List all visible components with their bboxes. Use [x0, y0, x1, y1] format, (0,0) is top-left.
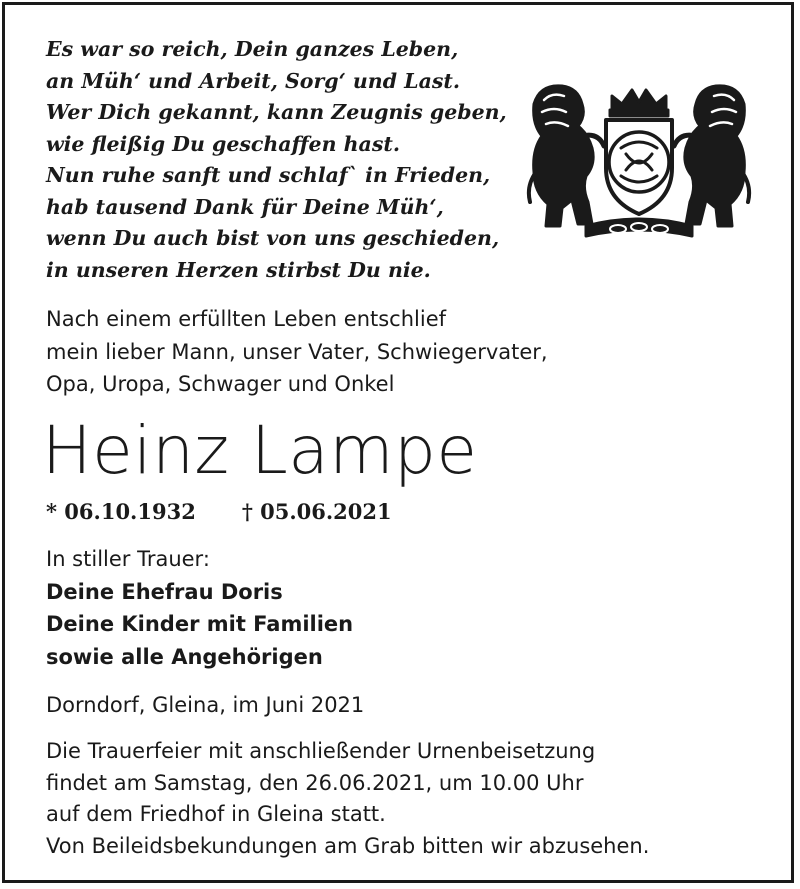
ceremony-info: [46, 736, 649, 862]
mourner-name: Deine Kinder mit Familien: [46, 612, 354, 636]
poem-line: Nun ruhe sanft und schlaf` in Frieden,: [46, 163, 491, 187]
coat-of-arms-with-lions-icon: [526, 76, 752, 240]
ceremony-line: findet am Samstag, den 26.06.2021, um 10.00 Uhr: [46, 770, 584, 795]
birth-date: * 06.10.1932: [46, 499, 196, 524]
intro-line: Nach einem erfüllten Leben entschlief: [46, 307, 447, 331]
poem-line: an Müh‘ und Arbeit, Sorg‘ und Last.: [46, 68, 461, 93]
ceremony-line: Die Trauerfeier mit anschließender Urnenbeisetzung: [46, 739, 596, 763]
poem-line: in unseren Herzen stirbst Du nie.: [46, 257, 431, 282]
poem-line: wie fleißig Du geschaffen hast.: [46, 131, 400, 156]
poem-line: hab tausend Dank für Deine Müh‘,: [46, 194, 444, 219]
ceremony-line: Von Beileidsbekundungen am Grab bitten wir abzusehen.: [46, 833, 650, 858]
life-dates: [46, 496, 392, 528]
intro-line: Opa, Uropa, Schwager und Onkel: [46, 372, 395, 396]
poem: [46, 34, 507, 286]
poem-line: Es war so reich, Dein ganzes Leben,: [46, 37, 459, 61]
mourner-name: sowie alle Angehörigen: [46, 644, 323, 669]
mourner-name: Deine Ehefrau Doris: [46, 579, 283, 604]
poem-line: Wer Dich gekannt, kann Zeugnis geben,: [46, 100, 507, 124]
mourners-block: [46, 543, 353, 673]
place-and-date: Dorndorf, Gleina, im Juni 2021: [46, 693, 365, 717]
ceremony-line: auf dem Friedhof in Gleina statt.: [46, 802, 386, 826]
death-date: † 05.06.2021: [241, 499, 392, 524]
mourners-heading: In stiller Trauer:: [46, 547, 210, 571]
poem-line: wenn Du auch bist von uns geschieden,: [46, 226, 500, 250]
intro-line: mein lieber Mann, unser Vater, Schwiegervater,: [46, 339, 548, 364]
intro-text: [46, 303, 548, 401]
deceased-name: Heinz Lampe: [42, 412, 478, 489]
